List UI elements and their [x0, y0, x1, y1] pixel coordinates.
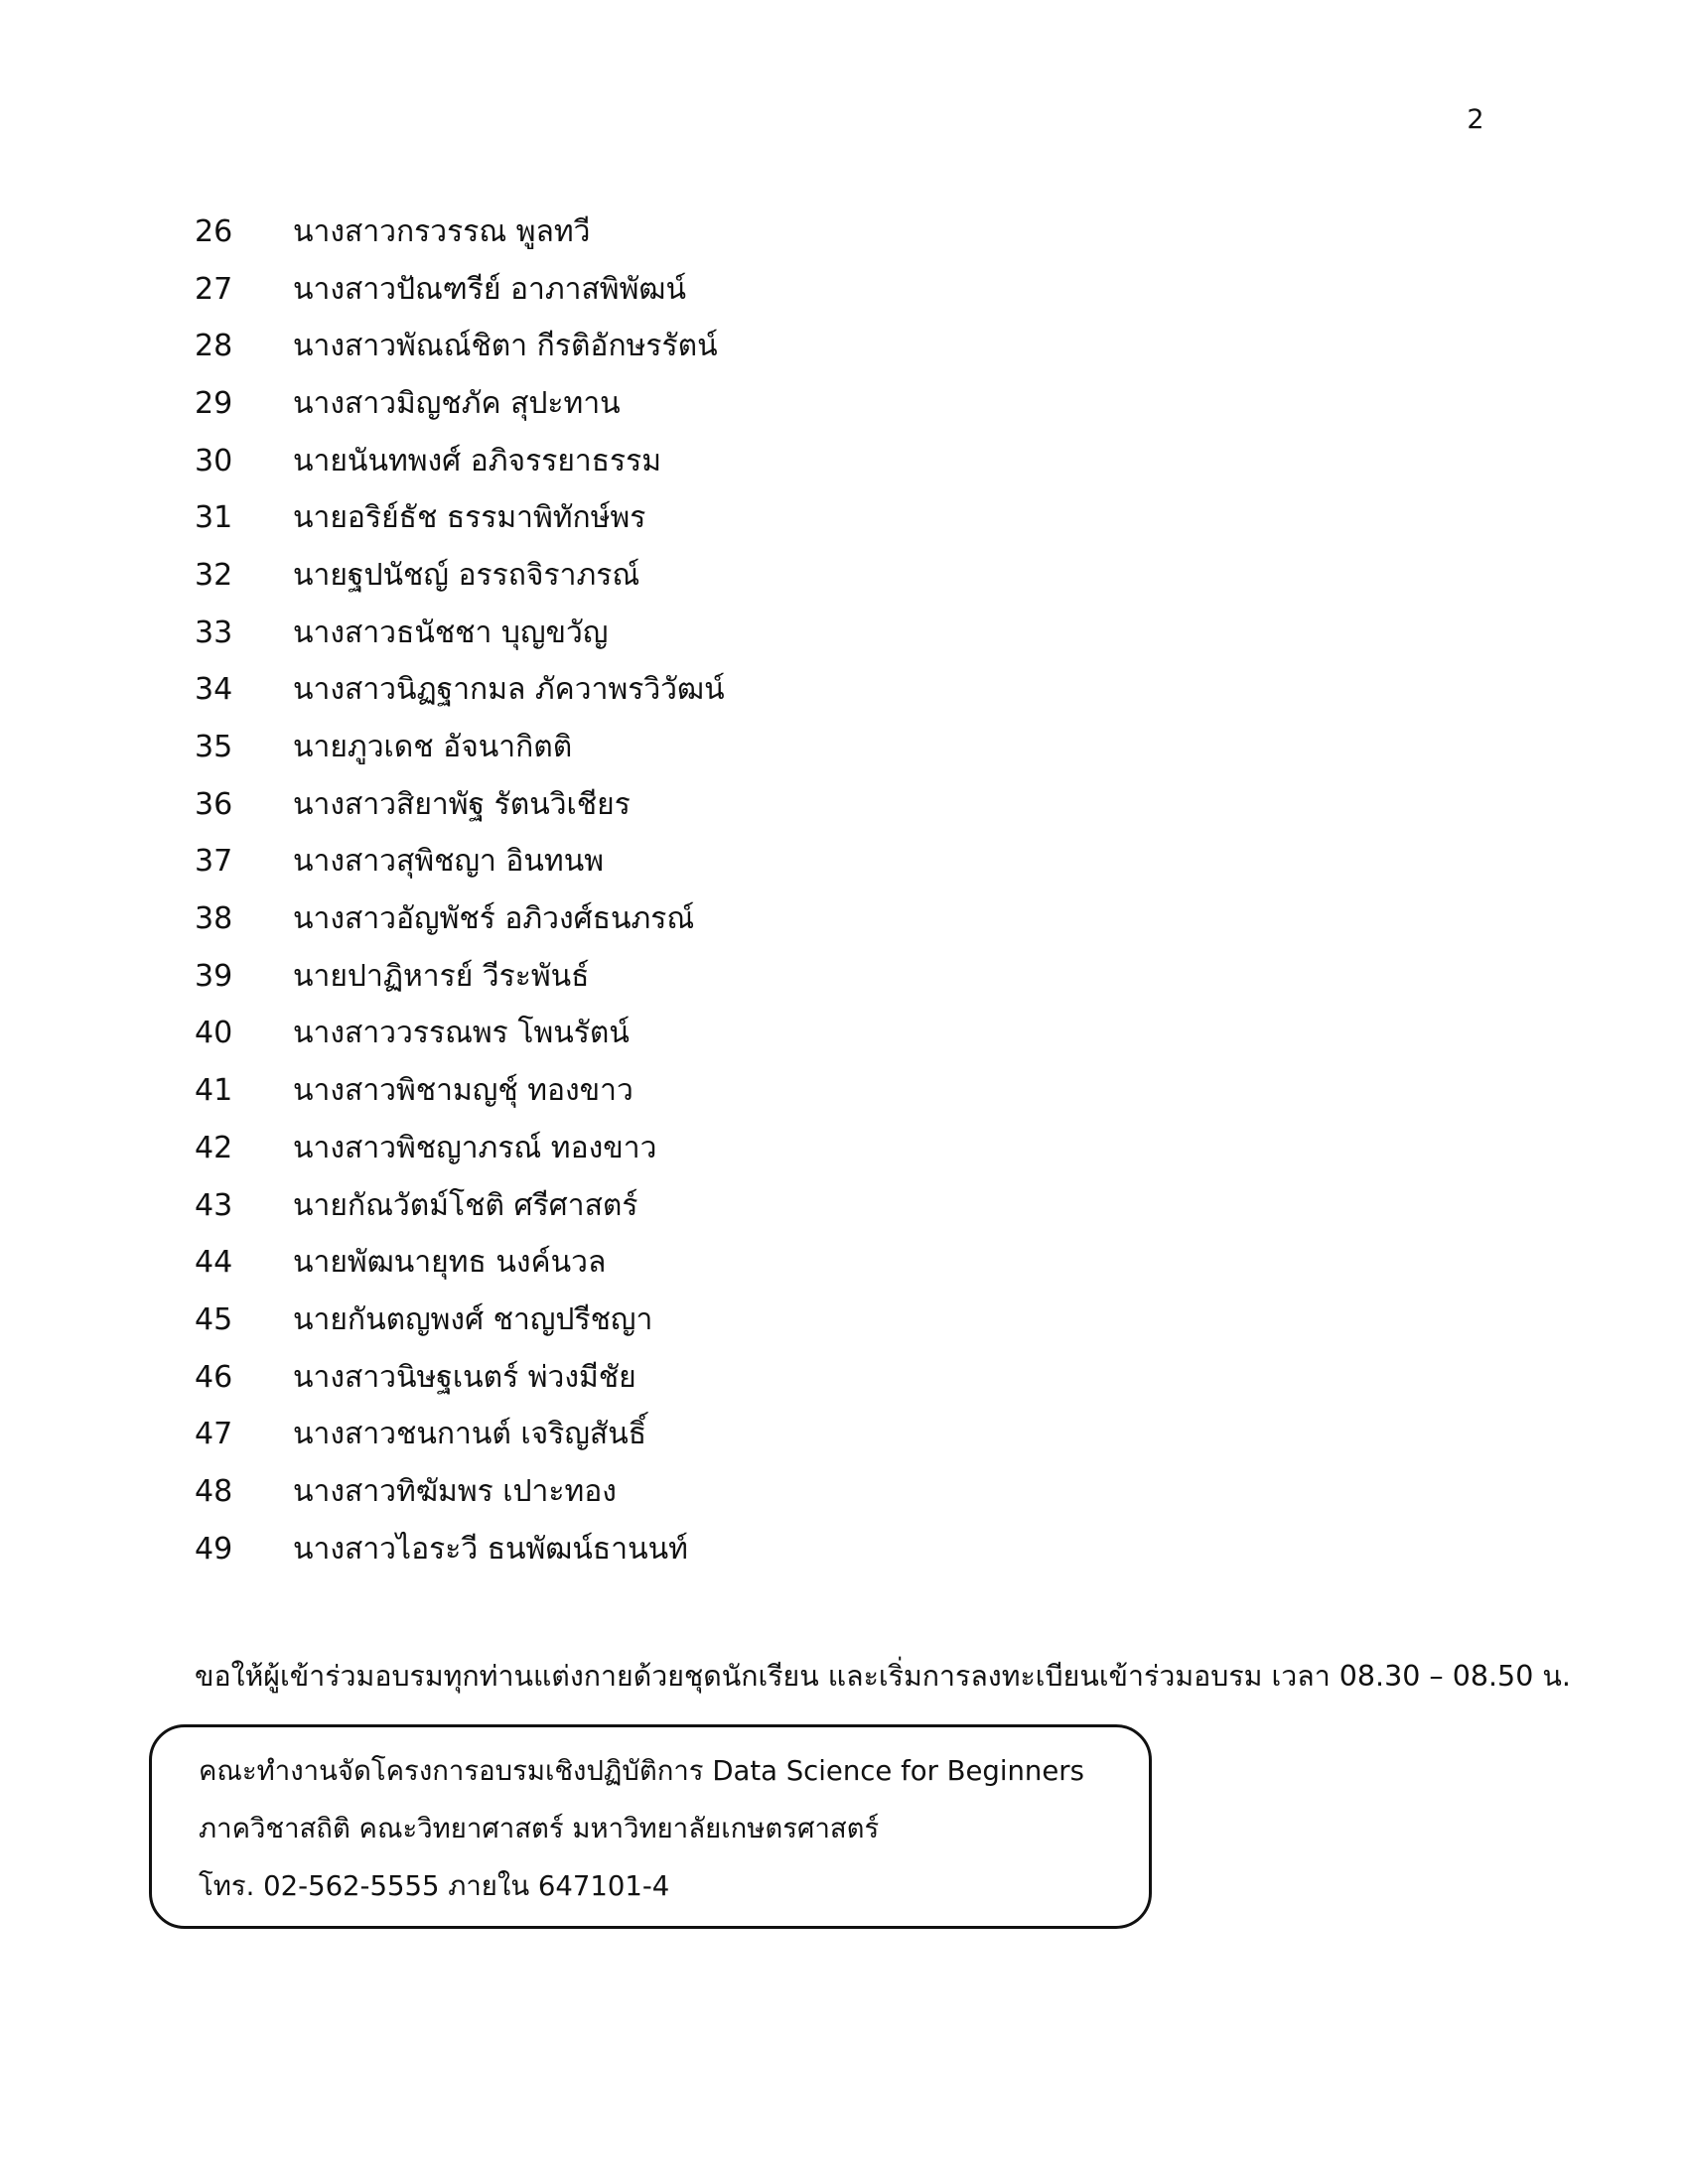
- participant-row: [195, 662, 1386, 720]
- participant-name: นายภูวเดช อัจนากิตติ: [293, 730, 573, 765]
- attendance-notice: ขอให้ผู้เข้าร่วมอบรมทุกท่านแต่งกายด้วยชุดนักเรียน และเริ่มการลงทะเบียนเข้าร่วมอบรม เวลา 08.30 – 08.50 น.: [195, 1659, 1571, 1693]
- participant-number: 37: [195, 844, 233, 880]
- participant-row: [195, 1177, 1386, 1235]
- participant-row: [195, 1406, 1386, 1463]
- participant-number: 36: [195, 786, 233, 822]
- participant-name: นางสาวสุพิชญา อินทนพ: [293, 844, 604, 880]
- participant-number: 39: [195, 958, 233, 994]
- participant-row: [195, 1292, 1386, 1349]
- participant-name: นางสาววรรณพร โพนรัตน์: [293, 1016, 630, 1051]
- participant-name: นางสาวชนกานต์ เจริญสันธิ์: [293, 1417, 647, 1452]
- page-number: 2: [1467, 104, 1484, 135]
- participant-row: [195, 605, 1386, 662]
- department-line: ภาควิชาสถิติ คณะวิทยาศาสตร์ มหาวิทยาลัยเกษตรศาสตร์: [199, 1813, 880, 1844]
- participant-name: นายปาฏิหารย์ วีระพันธ์: [293, 958, 590, 994]
- participant-number: 38: [195, 901, 233, 937]
- participant-row: [195, 1349, 1386, 1407]
- participant-row: [195, 433, 1386, 490]
- participant-number: 35: [195, 730, 233, 765]
- participant-name: นายฐปนัชญ์ อรรถจิราภรณ์: [293, 557, 640, 593]
- participant-number: 26: [195, 213, 233, 249]
- participant-number: 31: [195, 500, 233, 536]
- participant-name: นางสาวพิชามญชุ์ ทองขาว: [293, 1073, 633, 1109]
- participant-name: นางสาวนิษฐเนตร์ พ่วงมีชัย: [293, 1359, 636, 1395]
- participant-row: [195, 1463, 1386, 1521]
- participant-name: นายกัณวัตม์โชติ ศรีศาสตร์: [293, 1187, 638, 1223]
- participant-number: 28: [195, 329, 233, 364]
- participant-name: นางสาวกรวรรณ พูลทวี: [293, 213, 591, 249]
- participant-name: นางสาวไอระวี ธนพัฒน์ธานนท์: [293, 1531, 688, 1567]
- participant-row: [195, 948, 1386, 1006]
- participant-number: 49: [195, 1531, 233, 1567]
- participant-row: [195, 1120, 1386, 1177]
- participant-number: 45: [195, 1301, 233, 1337]
- participant-name: นายพัฒนายุทธ นงค์นวล: [293, 1245, 607, 1281]
- participant-row: [195, 1521, 1386, 1578]
- participant-name: นางสาวอัญพัชร์ อภิวงศ์ธนภรณ์: [293, 901, 695, 937]
- participant-row: [195, 1234, 1386, 1292]
- phone-line: โทร. 02-562-5555 ภายใน 647101-4: [199, 1870, 670, 1902]
- organizer-line: คณะทำงานจัดโครงการอบรมเชิงปฏิบัติการ Data Science for Beginners: [199, 1755, 1084, 1787]
- participant-name: นายนันทพงศ์ อภิจรรยาธรรม: [293, 443, 662, 478]
- participant-number: 29: [195, 385, 233, 421]
- participant-row: [195, 261, 1386, 319]
- participant-name: นางสาวพิชญาภรณ์ ทองขาว: [293, 1130, 657, 1165]
- participant-number: 30: [195, 443, 233, 478]
- participant-name: นางสาวนิฏฐากมล ภัควาพรวิวัฒน์: [293, 672, 725, 708]
- participant-number: 34: [195, 672, 233, 708]
- participant-number: 42: [195, 1130, 233, 1165]
- participant-number: 33: [195, 614, 233, 650]
- participant-row: [195, 318, 1386, 375]
- participant-row: [195, 1006, 1386, 1063]
- participant-name: นางสาวทิฆัมพร เปาะทอง: [293, 1473, 617, 1509]
- participant-row: [195, 547, 1386, 605]
- participant-name: นางสาวธนัชชา บุญขวัญ: [293, 614, 609, 650]
- participant-number: 41: [195, 1073, 233, 1109]
- participant-list: [195, 204, 1386, 1578]
- participant-row: [195, 204, 1386, 261]
- participant-row: [195, 890, 1386, 948]
- participant-number: 32: [195, 557, 233, 593]
- participant-row: [195, 776, 1386, 834]
- participant-number: 43: [195, 1187, 233, 1223]
- participant-name: นางสาวสิยาพัฐ รัตนวิเชียร: [293, 786, 631, 822]
- participant-name: นางสาวพัณณ์ชิตา กีรติอักษรรัตน์: [293, 329, 718, 364]
- participant-row: [195, 489, 1386, 547]
- participant-row: [195, 1062, 1386, 1120]
- participant-number: 48: [195, 1473, 233, 1509]
- participant-number: 40: [195, 1016, 233, 1051]
- participant-name: นางสาวมิญชภัค สุปะทาน: [293, 385, 621, 421]
- participant-row: [195, 834, 1386, 891]
- participant-name: นายอริย์ธัช ธรรมาพิทักษ์พร: [293, 500, 646, 536]
- participant-number: 27: [195, 271, 233, 307]
- participant-name: นายกันตญพงศ์ ชาญปรีชญา: [293, 1301, 653, 1337]
- participant-name: นางสาวปัณฑรีย์ อาภาสพิพัฒน์: [293, 271, 686, 307]
- participant-row: [195, 375, 1386, 433]
- contact-box: [149, 1724, 1152, 1929]
- participant-row: [195, 719, 1386, 776]
- participant-number: 46: [195, 1359, 233, 1395]
- participant-number: 44: [195, 1245, 233, 1281]
- participant-number: 47: [195, 1417, 233, 1452]
